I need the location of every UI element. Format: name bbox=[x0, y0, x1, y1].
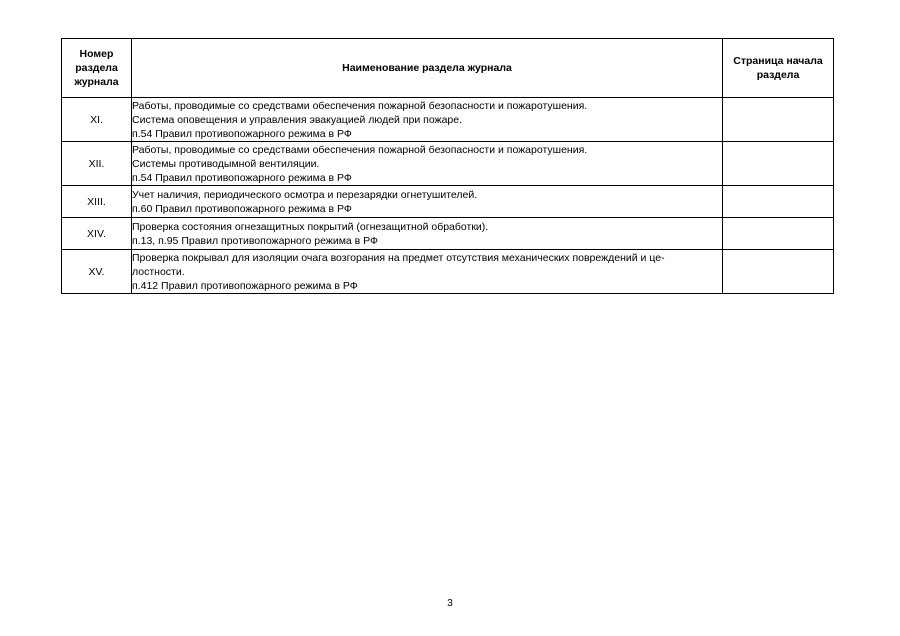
table-header-row bbox=[62, 39, 834, 98]
section-number: XV. bbox=[62, 250, 132, 294]
section-name-line: Системы противодымной вентиляции. bbox=[132, 157, 320, 170]
section-name-line: Система оповещения и управления эвакуацией людей при пожаре. bbox=[132, 113, 463, 126]
section-name-line: Проверка состояния огнезащитных покрытий (огнезащитной обработки). bbox=[132, 220, 489, 233]
section-number: XIV. bbox=[62, 218, 132, 250]
start-page-cell[interactable] bbox=[723, 98, 834, 142]
section-name-line: п.13, п.95 Правил противопожарного режима в РФ bbox=[132, 234, 379, 247]
table-row bbox=[62, 250, 834, 294]
section-name bbox=[132, 250, 723, 294]
section-name-line: п.60 Правил противопожарного режима в РФ bbox=[132, 202, 352, 215]
start-page-cell[interactable] bbox=[723, 186, 834, 218]
section-number: XI. bbox=[62, 98, 132, 142]
section-name-line: Работы, проводимые со средствами обеспечения пожарной безопасности и пожаротушения. bbox=[132, 143, 588, 156]
section-name-line: Работы, проводимые со средствами обеспечения пожарной безопасности и пожаротушения. bbox=[132, 99, 588, 112]
section-number: XIII. bbox=[62, 186, 132, 218]
section-name-line: Проверка покрывал для изоляции очага возгорания на предмет отсутствия механических повреждений и це- bbox=[132, 251, 665, 264]
section-number: XII. bbox=[62, 142, 132, 186]
section-name bbox=[132, 218, 723, 250]
section-name bbox=[132, 142, 723, 186]
start-page-cell[interactable] bbox=[723, 142, 834, 186]
start-page-cell[interactable] bbox=[723, 250, 834, 294]
table-row bbox=[62, 186, 834, 218]
header-start-page: Страница начала раздела bbox=[723, 39, 834, 98]
table-row bbox=[62, 98, 834, 142]
section-name-line: п.54 Правил противопожарного режима в РФ bbox=[132, 171, 352, 184]
section-name-line: п.54 Правил противопожарного режима в РФ bbox=[132, 127, 352, 140]
table-row bbox=[62, 218, 834, 250]
section-name-line: лостности. bbox=[132, 265, 185, 278]
section-name-line: п.412 Правил противопожарного режима в РФ bbox=[132, 279, 358, 292]
section-name bbox=[132, 98, 723, 142]
journal-sections-table bbox=[61, 38, 834, 294]
page-number: 3 bbox=[447, 598, 453, 609]
header-section-name: Наименование раздела журнала bbox=[132, 39, 723, 98]
header-section-number: Номер раздела журнала bbox=[62, 39, 132, 98]
section-name-line: Учет наличия, периодического осмотра и перезарядки огнетушителей. bbox=[132, 188, 478, 201]
start-page-cell[interactable] bbox=[723, 218, 834, 250]
table-row bbox=[62, 142, 834, 186]
section-name bbox=[132, 186, 723, 218]
